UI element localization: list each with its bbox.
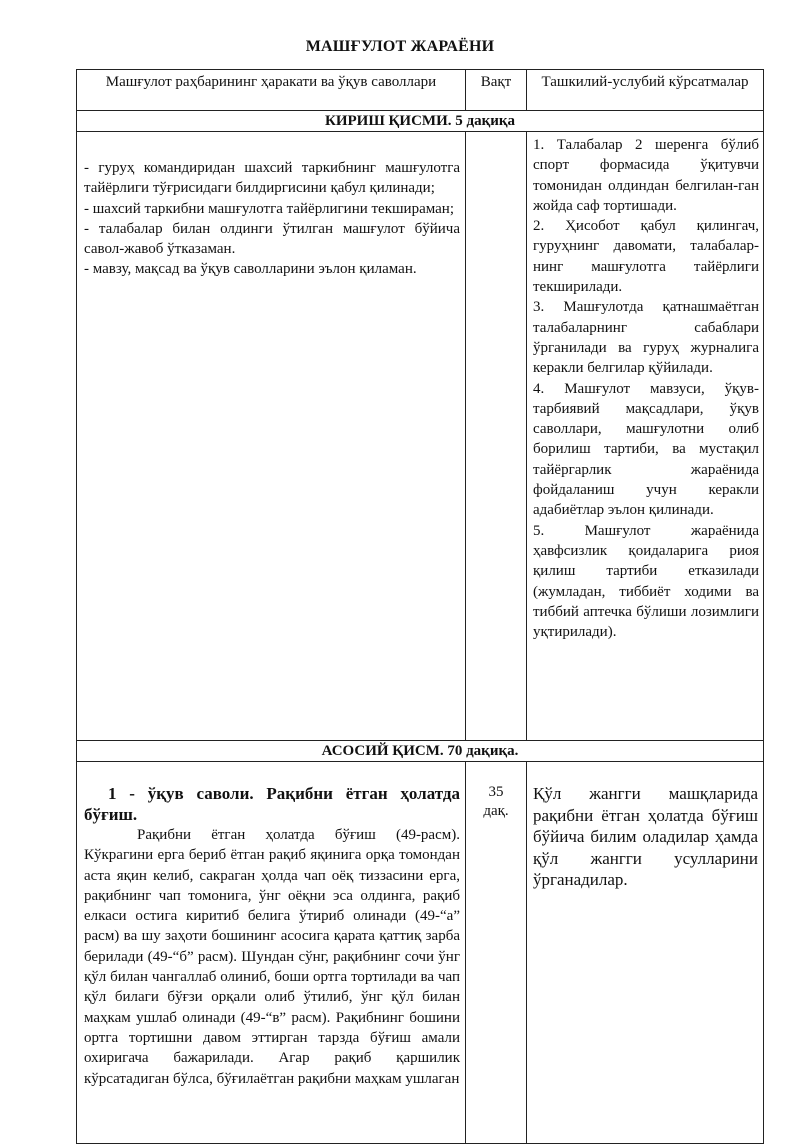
intro-instruction-item: 5. Машғулот жараёнида ҳавфсизлик қоидаларига риоя қилиш тартиби етказилади (жумладан, тиббиёт ходими ва тиббий аптечка бўлиши лозимлиги уқтирилади). (533, 522, 759, 641)
main-time-unit: дақ. (483, 803, 509, 819)
header-time: Вақт (466, 70, 527, 111)
table-header-row (77, 70, 764, 111)
main-instruction-text: Қўл жангги машқларида рақибни ётган ҳолатда бўғиш бўйича билим оладилар ҳамда қўл жангги усулларини ўрганадилар. (533, 784, 758, 889)
intro-content-row (77, 132, 764, 741)
header-leader-actions: Машғулот раҳбарининг ҳаракати ва ўқув саволлари (77, 70, 466, 111)
intro-instruction-item: 4. Машғулот мавзуси, ўқув-тарбиявий мақсадлари, ўқув саволлари, машғулотни олиб борилиш тартиби, ва мустақил тайёргарлик жараёнида фойдаланиш учун керакли адабиётлар эълон қилинади. (533, 380, 759, 519)
intro-action-item: - шахсий таркибни машғулотга тайёрлигини текшираман; (84, 200, 454, 217)
intro-leader-actions-cell (77, 132, 466, 741)
question-title: 1 - ўқув саволи. Рақибни ётган ҳолатда бўғиш. (84, 784, 460, 824)
question-body: Рақибни ётган ҳолатда бўғиш (49-расм). Кўкрагини ерга бериб ётган рақиб яқинига орқа томондан аста яқин келиб, сакраган ҳолда чап оёқ тиззасини ерга, рақибнинг чап томонига, ўнг оёқни эса олдинга, рақиб елкаси остига киритиб белига ўтириб олинади (49-“а” расм) ва шу заҳоти бошининг асосига қарата қаттиқ зарба берилади (49-“б” расм). Шундан сўнг, рақибнинг сочи ўнг қўл билан чангаллаб олиниб, боши ортга тортилади ва чап қўл билаги бўғзи орқали олиб ўтилиб, ўнг қўл билан маҳкам ушлаб олинади (49-“в” расм). Рақибнинг бошини ортга тортишни давом эттирган тарзда бўғиш амали охиригача бажарилади. Агар рақиб қаршилик кўрсатадиган бўлса, бўғилаётган рақибни маҳкам ушлаган (84, 827, 460, 1087)
page-title: МАШҒУЛОТ ЖАРАЁНИ (305, 38, 495, 55)
header-instructions: Ташкилий-услубий кўрсатмалар (527, 70, 764, 111)
intro-instruction-item: 1. Талабалар 2 шеренга бўлиб спорт формасида ўқитувчи томонидан олдиндан белгилан-ган жойда саф тортишади. (533, 137, 759, 214)
intro-time-cell (466, 132, 527, 741)
intro-action-item: - талабалар билан олдинги ўтилган машғулот бўйича савол-жавоб ўтказаман. (84, 220, 460, 258)
main-time-value: 35 (488, 784, 504, 800)
intro-section-heading: КИРИШ ҚИСМИ. 5 дақиқа (77, 111, 764, 132)
intro-instruction-item: 2. Ҳисобот қабул қилингач, гуруҳнинг давомати, талабалар-нинг машғулотга тайёрлиги текширилади. (533, 218, 759, 296)
intro-action-item: - мавзу, мақсад ва ўқув саволларини эълон қиламан. (84, 261, 417, 278)
intro-action-item: - гуруҳ командиридан шахсий таркибнинг машғулотга тайёрлиги тўғрисидаги билдиргисини қабул қилинади; (84, 160, 460, 197)
main-section-row (77, 741, 764, 762)
intro-instruction-item: 3. Машғулотда қатнашмаётган талабаларнинг сабаблари ўрганилади ва гуруҳ журналига керакли белгилар қўйилади. (533, 299, 759, 377)
main-section-heading: АСОСИЙ ҚИСМ. 70 дақиқа. (77, 741, 764, 762)
lesson-process-table (76, 69, 764, 1144)
main-time-cell (466, 762, 527, 1144)
main-content-row (77, 762, 764, 1144)
main-leader-actions-cell (77, 762, 466, 1144)
main-instructions-cell (527, 762, 764, 1144)
intro-instructions-cell (527, 132, 764, 741)
intro-section-row (77, 111, 764, 132)
